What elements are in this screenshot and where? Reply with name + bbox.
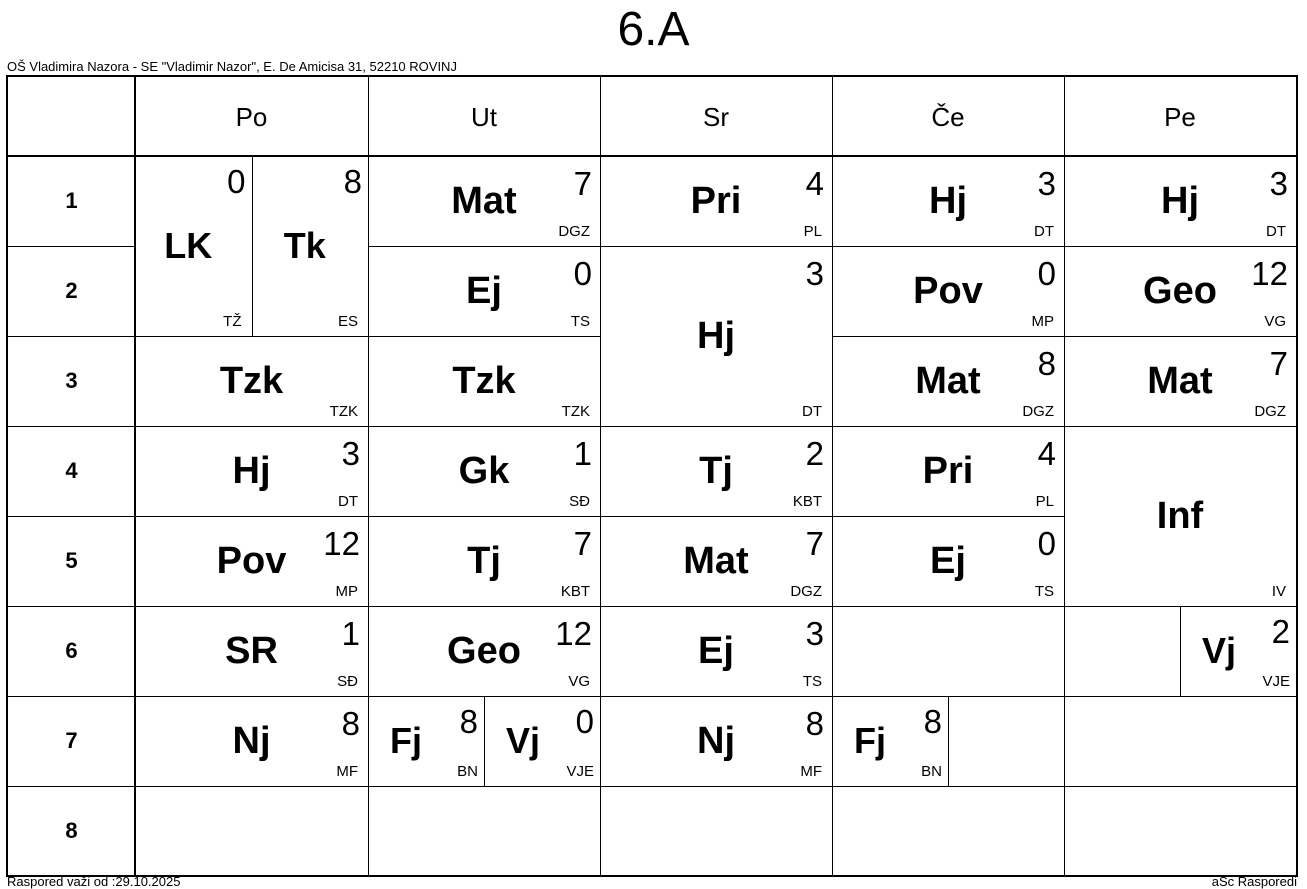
lesson-cell[interactable] bbox=[832, 156, 1064, 246]
lesson-subject: Tzk bbox=[452, 360, 516, 402]
grid-line bbox=[832, 606, 1064, 607]
lesson-subject: Ej bbox=[466, 270, 502, 312]
lesson-room: 4 bbox=[805, 165, 824, 202]
period-number: 7 bbox=[65, 728, 78, 753]
lesson-teacher: TS bbox=[802, 673, 822, 690]
lesson-subject: Hj bbox=[929, 180, 967, 222]
lesson-subject: Tj bbox=[699, 450, 733, 492]
lesson-cell[interactable] bbox=[1064, 426, 1296, 606]
lesson-teacher: DGZ bbox=[1254, 403, 1286, 420]
lesson-subject: Mat bbox=[683, 540, 749, 582]
lesson-subject: Tj bbox=[467, 540, 501, 582]
lesson-room: 8 bbox=[805, 705, 824, 742]
lesson-room: 8 bbox=[343, 163, 362, 200]
lesson-subject: Ej bbox=[698, 630, 734, 672]
day-header: Sr bbox=[703, 101, 729, 132]
grid-line bbox=[135, 786, 368, 787]
lesson-subject: SR bbox=[225, 630, 278, 672]
lesson-cell[interactable] bbox=[368, 606, 600, 696]
lesson-teacher: VJE bbox=[566, 763, 594, 780]
lesson-room: 3 bbox=[805, 255, 824, 292]
lesson-teacher: TZK bbox=[561, 403, 590, 420]
period-number: 4 bbox=[65, 458, 78, 483]
lesson-room: 1 bbox=[341, 615, 360, 652]
lesson-teacher: KBT bbox=[560, 583, 590, 600]
lesson-room: 3 bbox=[1269, 165, 1288, 202]
period-number: 5 bbox=[65, 548, 78, 573]
lesson-teacher: MP bbox=[335, 583, 358, 600]
lesson-cell[interactable] bbox=[368, 336, 600, 426]
lesson-cell[interactable] bbox=[252, 156, 369, 336]
lesson-cell[interactable] bbox=[832, 426, 1064, 516]
lesson-cell[interactable] bbox=[1064, 246, 1296, 336]
grid-line bbox=[600, 786, 832, 787]
lesson-teacher: PL bbox=[1035, 493, 1054, 510]
lesson-cell[interactable] bbox=[832, 696, 948, 786]
lesson-cell[interactable] bbox=[484, 696, 600, 786]
lesson-teacher: PL bbox=[803, 223, 822, 240]
lesson-subject: LK bbox=[164, 225, 213, 266]
lesson-room: 0 bbox=[1037, 255, 1056, 292]
lesson-cell[interactable] bbox=[368, 696, 484, 786]
lesson-subject: Nj bbox=[232, 720, 271, 762]
lesson-subject: Fj bbox=[854, 720, 886, 761]
lesson-subject: Hj bbox=[232, 450, 271, 492]
lesson-teacher: VG bbox=[1264, 313, 1286, 330]
lesson-subject: Pov bbox=[913, 270, 983, 312]
lesson-room: 12 bbox=[555, 615, 592, 652]
lesson-cell[interactable] bbox=[135, 606, 368, 696]
lesson-teacher: TS bbox=[1034, 583, 1054, 600]
lesson-subject: Mat bbox=[451, 180, 517, 222]
lesson-cell[interactable] bbox=[135, 336, 368, 426]
grid-line bbox=[1064, 696, 1296, 697]
grid-line bbox=[368, 786, 600, 787]
lesson-subject: Hj bbox=[697, 315, 735, 357]
lesson-room: 4 bbox=[1037, 435, 1056, 472]
lesson-subject: Pov bbox=[216, 540, 287, 582]
lesson-room: 2 bbox=[1271, 613, 1290, 650]
grid-line bbox=[832, 786, 1064, 787]
lesson-teacher: SĐ bbox=[337, 673, 358, 690]
lesson-subject: Tk bbox=[283, 225, 326, 266]
lesson-room: 7 bbox=[805, 525, 824, 562]
lesson-subject: Pri bbox=[922, 450, 974, 492]
lesson-teacher: DT bbox=[802, 403, 822, 420]
lesson-teacher: SĐ bbox=[569, 493, 590, 510]
lesson-teacher: MF bbox=[336, 763, 358, 780]
lesson-teacher: BN bbox=[457, 763, 478, 780]
day-header: Po bbox=[235, 101, 268, 132]
grid-line bbox=[948, 696, 949, 786]
lesson-room: 8 bbox=[459, 703, 478, 740]
day-header: Pe bbox=[1164, 101, 1196, 132]
lesson-teacher: DT bbox=[338, 493, 358, 510]
lesson-room: 0 bbox=[1037, 525, 1056, 562]
lesson-room: 7 bbox=[573, 165, 592, 202]
lesson-teacher: BN bbox=[921, 763, 942, 780]
lesson-cell[interactable] bbox=[600, 156, 832, 246]
lesson-cell[interactable] bbox=[600, 246, 832, 426]
lesson-teacher: VJE bbox=[1262, 673, 1290, 690]
lesson-subject: Mat bbox=[915, 360, 981, 402]
lesson-teacher: KBT bbox=[792, 493, 822, 510]
page-title: 6.A bbox=[617, 3, 690, 56]
lesson-cell[interactable] bbox=[832, 336, 1064, 426]
lesson-room: 7 bbox=[1269, 345, 1288, 382]
lesson-cell[interactable] bbox=[1064, 336, 1296, 426]
lesson-cell[interactable] bbox=[135, 696, 368, 786]
lesson-room: 2 bbox=[805, 435, 824, 472]
grid-line bbox=[1064, 786, 1296, 787]
valid-from-text: Raspored važi od :29.10.2025 bbox=[7, 874, 181, 889]
day-header: Ut bbox=[471, 101, 497, 132]
lesson-teacher: DGZ bbox=[1022, 403, 1054, 420]
brand-text: aSc Rasporedi bbox=[1211, 874, 1297, 889]
lesson-subject: Hj bbox=[1161, 180, 1199, 222]
lesson-cell[interactable] bbox=[600, 696, 832, 786]
lesson-subject: Geo bbox=[447, 630, 521, 672]
lesson-subject: Geo bbox=[1143, 270, 1217, 312]
lesson-room: 0 bbox=[227, 163, 246, 200]
lesson-subject: Pri bbox=[690, 180, 742, 222]
lesson-teacher: DT bbox=[1034, 223, 1054, 240]
lesson-cell[interactable] bbox=[600, 516, 832, 606]
lesson-subject: Inf bbox=[1156, 495, 1204, 537]
lesson-room: 8 bbox=[341, 705, 360, 742]
lesson-cell[interactable] bbox=[1180, 606, 1296, 696]
lesson-teacher: TŽ bbox=[223, 313, 242, 330]
period-number: 1 bbox=[65, 188, 78, 213]
lesson-cell[interactable] bbox=[600, 426, 832, 516]
lesson-teacher: MP bbox=[1031, 313, 1054, 330]
lesson-cell[interactable] bbox=[135, 156, 252, 336]
lesson-room: 7 bbox=[573, 525, 592, 562]
period-number: 3 bbox=[65, 368, 78, 393]
day-header: Če bbox=[931, 101, 965, 132]
lesson-teacher: IV bbox=[1271, 583, 1286, 600]
lesson-teacher: ES bbox=[337, 313, 358, 330]
lesson-teacher: TZK bbox=[329, 403, 358, 420]
lesson-room: 8 bbox=[1037, 345, 1056, 382]
lesson-subject: Ej bbox=[930, 540, 966, 582]
period-number: 2 bbox=[65, 278, 78, 303]
lesson-room: 3 bbox=[805, 615, 824, 652]
lesson-cell[interactable] bbox=[368, 156, 600, 246]
lesson-cell[interactable] bbox=[368, 516, 600, 606]
lesson-cell[interactable] bbox=[368, 426, 600, 516]
lesson-subject: Vj bbox=[506, 720, 541, 761]
lesson-cell[interactable] bbox=[832, 246, 1064, 336]
lesson-cell[interactable] bbox=[135, 426, 368, 516]
lesson-room: 8 bbox=[923, 703, 942, 740]
lesson-room: 3 bbox=[341, 435, 360, 472]
lesson-subject: Gk bbox=[458, 450, 510, 492]
lesson-teacher: MF bbox=[800, 763, 822, 780]
period-number: 6 bbox=[65, 638, 78, 663]
lesson-teacher: VG bbox=[568, 673, 590, 690]
lesson-cell[interactable] bbox=[368, 246, 600, 336]
lesson-room: 1 bbox=[573, 435, 592, 472]
lesson-teacher: DT bbox=[1266, 223, 1286, 240]
lesson-cell[interactable] bbox=[832, 516, 1064, 606]
school-name: OŠ Vladimira Nazora - SE "Vladimir Nazor", E. De Amicisa 31, 52210 ROVINJ bbox=[7, 59, 457, 74]
lesson-cell[interactable] bbox=[135, 516, 368, 606]
lesson-room: 12 bbox=[1251, 255, 1288, 292]
lesson-room: 0 bbox=[575, 703, 594, 740]
lesson-teacher: DGZ bbox=[790, 583, 822, 600]
lesson-cell[interactable] bbox=[600, 606, 832, 696]
lesson-subject: Mat bbox=[1147, 360, 1213, 402]
period-number: 8 bbox=[65, 818, 78, 843]
lesson-room: 12 bbox=[323, 525, 360, 562]
lesson-subject: Vj bbox=[1202, 630, 1237, 671]
lesson-room: 3 bbox=[1037, 165, 1056, 202]
lesson-teacher: TS bbox=[570, 313, 590, 330]
lesson-subject: Fj bbox=[390, 720, 422, 761]
lesson-subject: Nj bbox=[697, 720, 735, 762]
lesson-subject: Tzk bbox=[219, 360, 284, 402]
lesson-room: 0 bbox=[573, 255, 592, 292]
lesson-cell[interactable] bbox=[1064, 156, 1296, 246]
lesson-teacher: DGZ bbox=[558, 223, 590, 240]
